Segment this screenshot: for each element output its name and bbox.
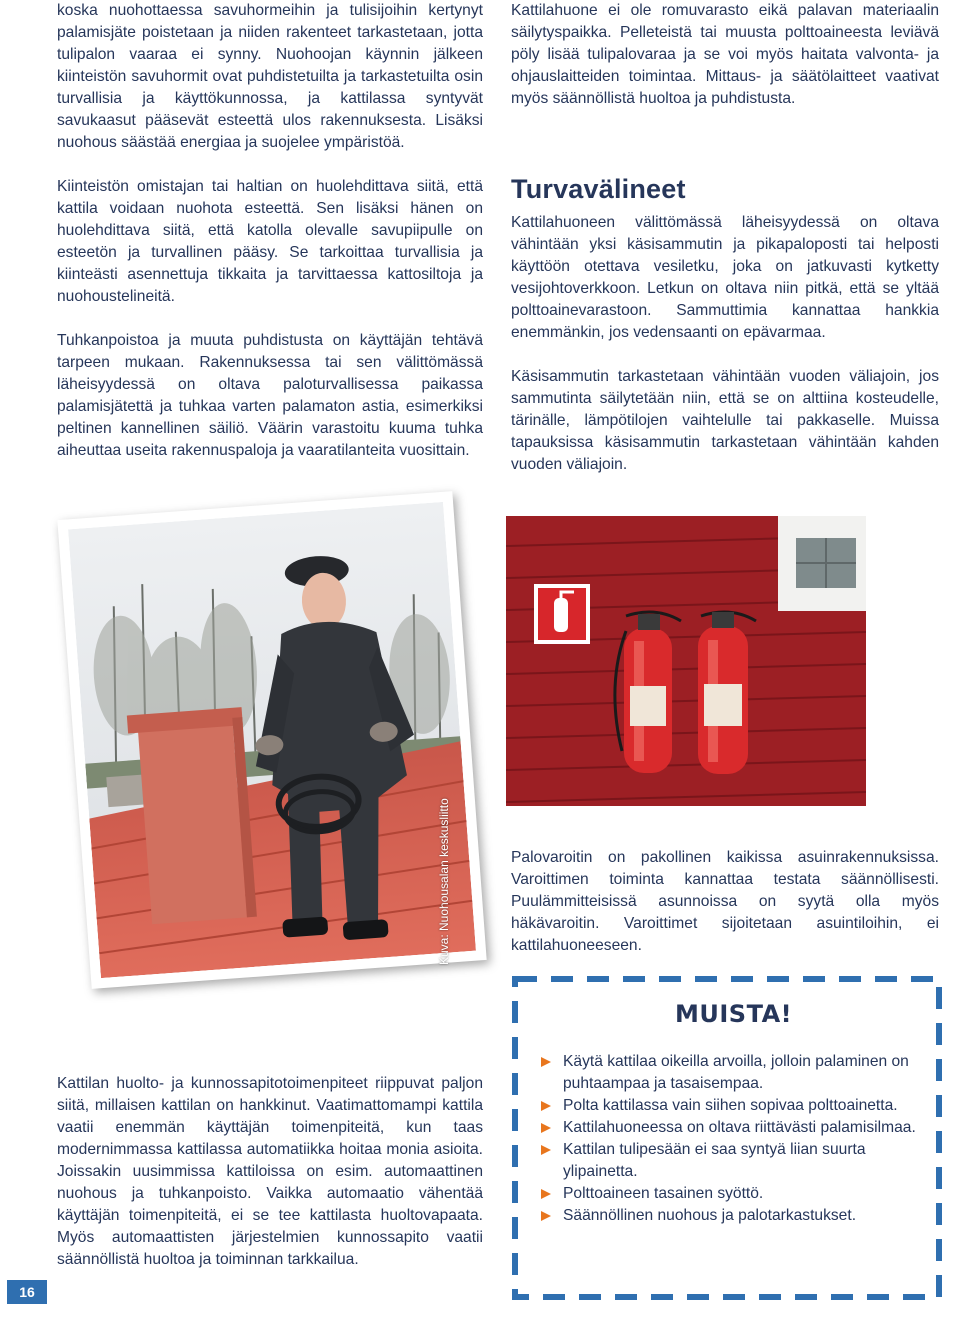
page-number: 16 (7, 1280, 47, 1304)
list-item (539, 1117, 934, 1139)
arrow-bullet-icon (541, 1057, 551, 1067)
fire-extinguisher-photo (506, 516, 866, 806)
list-item-text: Polttoaineen tasainen syöttö. (563, 1185, 764, 1202)
paragraph: Kattilahuoneen välittömässä läheisyydessä on oltava vähintään yksi käsisammutin ja pikapaloposti tai helposti käyttöön otettava vesiletku, joka on jatkuvasti kytketty vesijohtoverkkoon. Letkun on oltava niin pitkä, että se yltää polttoainevarastoon. Sammuttimia kannattaa hankkia enemmänkin, jos vedensaanti on epävarmaa. (511, 214, 939, 341)
left-column-bottom-text (57, 1073, 483, 1271)
paragraph: Kattilan huolto- ja kunnossapitotoimenpiteet riippuvat paljon siitä, millaisen kattilan on hankkinut. Vaatimattomampi kattila vaatii enemmän käyttäjän toimenpiteitä, kun taas modernimmassa kattilassa automatiikka hoitaa monia asioita. Joissakin uusimmissa kattiloissa on esim. automaattinen nuohous ja tuhkanpoisto. Vaikka automaatio vähentää käyttäjän toimenpiteitä, ei se tee kattilasta huoltovapaata. Myös automaattisten järjestelmien kunnossapito vaatii säännöllistä huoltoa ja toiminnan tarkkailua. (57, 1075, 483, 1268)
arrow-bullet-icon (541, 1145, 551, 1155)
section-heading: Turvavälineet (511, 174, 686, 204)
list-item-text: Polta kattilassa vain siihen sopivaa polttoainetta. (563, 1097, 898, 1114)
arrow-bullet-icon (541, 1101, 551, 1111)
paragraph: Palovaroitin on pakollinen kaikissa asuinrakennuksissa. Varoittimen toiminta kannattaa testata säännöllisesti. Puulämmitteisissä asunnoissa on syytä olla myös häkävaroitin. Varoittimet sijoitetaan asuintiloihin, ei kattilahuoneeseen. (511, 849, 939, 954)
list-item-text: Säännöllinen nuohous ja palotarkastukset. (563, 1207, 857, 1224)
list-item-text: Kattilahuoneessa on oltava riittävästi palamisilmaa. (563, 1119, 916, 1136)
paragraph: Käsisammutin tarkastetaan vähintään vuoden väliajoin, jos sammutinta säilytetään niin, että se on alttiina kosteudelle, tärinälle, lämpötilojen vaihtelulle tai pakkaselle. Muissa tapauksissa käsisammutin tarkastetaan vähintään kahden vuoden väliajoin. (511, 368, 939, 473)
arrow-bullet-icon (541, 1211, 551, 1221)
paragraph: Tuhkanpoistoa ja muuta puhdistusta on käyttäjän tehtävä tarpeen mukaan. Rakennuksessa tai sen välittömässä läheisyydessä on oltava paloturvallisessa paikassa palamisjätettä ja tuhkaa varten palamaton astia, esimerkiksi peltinen kannellinen säiliö. Väärin varastoitu kuuma tuhka aiheuttaa useita rakennuspaloja ja vaaratilanteita vuosittain. (57, 332, 483, 459)
muista-list (539, 1051, 934, 1227)
list-item (539, 1139, 934, 1183)
paragraph: Kattilahuone ei ole romuvarasto eikä palavan materiaalin säilytyspaikka. Pelleteistä tai muusta polttoaineesta leviävä pöly lisää tulipalovaraa ja se voi myös haitata valvonta- ja ohjauslaitteiden toimintaa. Mittaus- ja säätölaitteet vaativat myös säännöllistä huoltoa ja puhdistusta. (511, 2, 939, 107)
arrow-bullet-icon (541, 1123, 551, 1133)
list-item (539, 1095, 934, 1117)
chimney-sweep-photo (57, 491, 486, 989)
list-item-text: Kattilan tulipesään ei saa syntyä liian suurta ylipainetta. (563, 1141, 866, 1180)
paragraph: koska nuohottaessa savuhormeihin ja tulisijoihin kertynyt palamisjäte poistetaan ja niiden rakenteet tarkastetaan, jotta tulipalon vaaraa ei synny. Nuohoojan käynnin jälkeen kiinteistön savuhormit ovat puhdistetuilta ja tarkastetuilta osin turvallisia ja käyttökunnossa, ja kattilassa syntyvät savukaasut pääsevät esteettä ulos rakennuksesta. Lisäksi nuohous säästää energiaa ja suojelee ympäristöä. (57, 2, 483, 151)
smoke-detector-text (511, 847, 939, 957)
muista-title: MUISTA! (675, 1000, 793, 1028)
right-column-top-text (511, 0, 939, 110)
paragraph: Kiinteistön omistajan tai haltian on huolehdittava siitä, että kattila voidaan nuohota esteettä. Sen lisäksi hänen on huolehdittava siitä, että katolla olevalle savupiipulle on esteetön ja turvallinen pääsy. Se tarkoittaa turvallisia ja kiinteästi asennettuja tikkaita ja tarvittaessa kattosiltoja ja nuohoustelineitä. (57, 178, 483, 305)
left-column-top-text (57, 0, 483, 462)
photo-credit: Kuva: Nuohousalan keskusliitto (437, 798, 451, 965)
list-item (539, 1051, 934, 1095)
muista-box (511, 975, 943, 1305)
list-item (539, 1205, 934, 1227)
list-item-text: Käytä kattilaa oikeilla arvoilla, jolloin palaminen on puhtaampaa ja tasaisempaa. (563, 1053, 909, 1092)
right-column-section-text (511, 212, 939, 476)
arrow-bullet-icon (541, 1189, 551, 1199)
list-item (539, 1183, 934, 1205)
